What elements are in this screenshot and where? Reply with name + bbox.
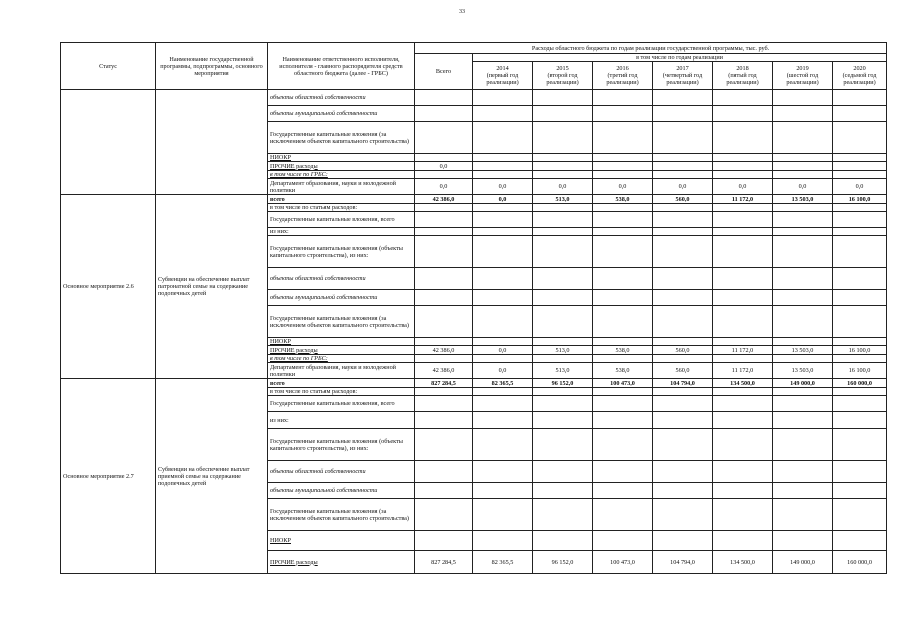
header-year: 2016 (третий год реализации) [593,62,653,90]
header-executor: Наименование ответственного исполнителя, исполнителя - главного распорядителя средств областного бюджета (далее - ГРБС) [268,43,415,90]
value-cell: 134 500,0 [713,551,773,574]
value-cell [833,122,887,154]
value-cell: 0,0 [473,363,533,379]
value-cell [593,268,653,290]
value-cell [833,268,887,290]
value-cell [653,268,713,290]
value-cell [473,429,533,461]
value-cell [593,236,653,268]
row-label: в том числе по ГРБС: [268,355,415,363]
value-cell [473,162,533,171]
value-cell [653,290,713,306]
budget-table [60,42,887,574]
row-label: объекты областной собственности [268,461,415,483]
value-cell [773,90,833,106]
value-cell [533,162,593,171]
value-cell [473,204,533,212]
header-year: 2014 (первый год реализации) [473,62,533,90]
row-label: объекты муниципальной собственности [268,483,415,499]
value-cell [773,204,833,212]
row-label: НИОКР [268,154,415,162]
header-status: Статус [61,43,156,90]
value-cell [593,429,653,461]
value-cell: 82 365,5 [473,551,533,574]
value-cell: 560,0 [653,346,713,355]
value-cell [533,236,593,268]
value-cell: 513,0 [533,195,593,204]
value-cell: 0,0 [593,179,653,195]
row-label: в том числе по статьям расходов: [268,204,415,212]
value-cell [415,154,473,162]
value-cell [473,531,533,551]
value-cell [773,290,833,306]
value-cell [593,162,653,171]
value-cell [713,290,773,306]
value-cell [533,171,593,179]
row-label: в том числе по ГРБС: [268,171,415,179]
value-cell [833,396,887,412]
value-cell [833,106,887,122]
value-cell [593,531,653,551]
value-cell [415,499,473,531]
header-year: 2019 (шестой год реализации) [773,62,833,90]
header-year: 2018 (пятый год реализации) [713,62,773,90]
value-cell [653,429,713,461]
value-cell [653,531,713,551]
value-cell [473,412,533,429]
row-label: всего [268,195,415,204]
value-cell [773,268,833,290]
measure-name [156,90,268,195]
value-cell: 13 503,0 [773,363,833,379]
value-cell [593,338,653,346]
value-cell [533,355,593,363]
value-cell [713,162,773,171]
value-cell [415,338,473,346]
row-label: Государственные капитальные вложения (объекты капитального строительства), из них: [268,236,415,268]
value-cell [533,429,593,461]
value-cell [533,268,593,290]
value-cell [773,212,833,228]
row-label: всего [268,379,415,388]
value-cell: 96 152,0 [533,551,593,574]
value-cell [415,396,473,412]
measure-status: Основное мероприятие 2.6 [61,195,156,379]
value-cell [713,154,773,162]
value-cell: 0,0 [533,179,593,195]
value-cell [473,290,533,306]
value-cell [713,236,773,268]
header-year: 2017 (четвертый год реализации) [653,62,713,90]
value-cell [833,355,887,363]
value-cell: 149 000,0 [773,551,833,574]
value-cell [473,355,533,363]
value-cell: 100 473,0 [593,551,653,574]
value-cell [533,388,593,396]
value-cell [713,171,773,179]
value-cell [713,355,773,363]
value-cell [593,412,653,429]
value-cell [713,531,773,551]
value-cell [653,204,713,212]
value-cell [533,306,593,338]
value-cell [653,338,713,346]
value-cell: 82 365,5 [473,379,533,388]
value-cell [833,204,887,212]
value-cell: 16 100,0 [833,363,887,379]
value-cell [533,499,593,531]
row-label: объекты муниципальной собственности [268,290,415,306]
value-cell [713,228,773,236]
value-cell [593,396,653,412]
value-cell [713,461,773,483]
value-cell: 0,0 [653,179,713,195]
value-cell [593,306,653,338]
value-cell [773,461,833,483]
row-label: в том числе по статьям расходов: [268,388,415,396]
value-cell [653,228,713,236]
value-cell [415,171,473,179]
value-cell [593,499,653,531]
value-cell [713,483,773,499]
value-cell [833,531,887,551]
value-cell [713,499,773,531]
value-cell [773,228,833,236]
value-cell [473,338,533,346]
value-cell [593,90,653,106]
value-cell [593,122,653,154]
value-cell [415,204,473,212]
value-cell: 0,0 [415,162,473,171]
row-label: Государственные капитальные вложения (объекты капитального строительства), из них: [268,429,415,461]
value-cell [713,122,773,154]
row-label: ПРОЧИЕ расходы [268,346,415,355]
value-cell [833,429,887,461]
row-label: ПРОЧИЕ расходы [268,162,415,171]
value-cell [473,106,533,122]
value-cell [533,461,593,483]
value-cell [533,204,593,212]
value-cell [773,171,833,179]
value-cell [833,412,887,429]
value-cell: 16 100,0 [833,346,887,355]
value-cell [533,90,593,106]
value-cell [773,531,833,551]
value-cell [473,236,533,268]
value-cell [533,531,593,551]
value-cell [415,290,473,306]
value-cell [833,162,887,171]
value-cell [833,154,887,162]
value-cell [653,122,713,154]
table-body [61,43,887,574]
value-cell [653,154,713,162]
value-cell [593,204,653,212]
value-cell [773,483,833,499]
row-label: Государственные капитальные вложения, всего [268,396,415,412]
value-cell [415,90,473,106]
value-cell [833,388,887,396]
measure-name: Субвенции на обеспечение выплат приемной семье на содержание подопечных детей [156,379,268,574]
value-cell [713,212,773,228]
row-label: ПРОЧИЕ расходы [268,551,415,574]
value-cell [473,461,533,483]
table-row [61,90,887,106]
value-cell: 42 386,0 [415,363,473,379]
value-cell [833,483,887,499]
value-cell [593,171,653,179]
value-cell [533,290,593,306]
table-row [61,379,887,388]
value-cell [593,483,653,499]
value-cell [473,122,533,154]
value-cell [415,306,473,338]
value-cell [593,106,653,122]
value-cell [533,412,593,429]
value-cell [653,499,713,531]
value-cell [533,228,593,236]
value-cell [653,388,713,396]
value-cell [833,306,887,338]
value-cell [833,171,887,179]
value-cell: 827 284,5 [415,379,473,388]
value-cell: 513,0 [533,346,593,355]
value-cell [473,268,533,290]
value-cell [653,90,713,106]
value-cell [653,106,713,122]
value-cell: 13 503,0 [773,195,833,204]
page-number: 33 [459,9,465,15]
value-cell [653,236,713,268]
value-cell [415,106,473,122]
header-year: 2015 (второй год реализации) [533,62,593,90]
value-cell [773,429,833,461]
value-cell: 11 172,0 [713,195,773,204]
value-cell: 0,0 [713,179,773,195]
value-cell [473,90,533,106]
value-cell [653,306,713,338]
value-cell [773,499,833,531]
value-cell [773,388,833,396]
value-cell [653,355,713,363]
value-cell [713,429,773,461]
value-cell [415,212,473,228]
value-cell [653,461,713,483]
measure-name: Субвенции на обеспечение выплат патронатной семье на содержание подопечных детей [156,195,268,379]
row-label: НИОКР [268,338,415,346]
value-cell: 560,0 [653,195,713,204]
value-cell [415,355,473,363]
table-row [61,195,887,204]
header-year: 2020 (седьмой год реализации) [833,62,887,90]
value-cell [533,483,593,499]
value-cell [473,212,533,228]
value-cell [713,268,773,290]
value-cell: 538,0 [593,346,653,355]
value-cell: 0,0 [473,195,533,204]
value-cell [533,396,593,412]
value-cell: 0,0 [473,346,533,355]
value-cell [773,338,833,346]
value-cell [833,499,887,531]
value-cell [833,212,887,228]
value-cell: 560,0 [653,363,713,379]
row-label: Государственные капитальные вложения (за исключением объектов капитального строительства) [268,306,415,338]
value-cell [833,228,887,236]
value-cell: 96 152,0 [533,379,593,388]
header-by-years: в том числе по годам реализации [473,54,887,62]
value-cell [533,122,593,154]
value-cell: 513,0 [533,363,593,379]
value-cell [473,171,533,179]
value-cell [773,154,833,162]
value-cell [415,236,473,268]
value-cell: 827 284,5 [415,551,473,574]
value-cell [773,412,833,429]
value-cell: 104 794,0 [653,551,713,574]
row-label: НИОКР [268,531,415,551]
value-cell [833,338,887,346]
value-cell [473,396,533,412]
value-cell: 0,0 [773,179,833,195]
value-cell [713,412,773,429]
value-cell: 104 794,0 [653,379,713,388]
value-cell [593,228,653,236]
value-cell: 538,0 [593,195,653,204]
row-label: Государственные капитальные вложения (за исключением объектов капитального строительства) [268,122,415,154]
value-cell: 149 000,0 [773,379,833,388]
measure-status [61,90,156,195]
value-cell [773,106,833,122]
value-cell: 0,0 [833,179,887,195]
value-cell: 13 503,0 [773,346,833,355]
measure-status: Основное мероприятие 2.7 [61,379,156,574]
value-cell [653,483,713,499]
value-cell [593,461,653,483]
value-cell: 42 386,0 [415,346,473,355]
value-cell [415,483,473,499]
row-label: из них: [268,228,415,236]
value-cell [415,531,473,551]
value-cell [833,290,887,306]
value-cell: 11 172,0 [713,363,773,379]
value-cell: 100 473,0 [593,379,653,388]
value-cell: 160 000,0 [833,379,887,388]
value-cell [833,90,887,106]
value-cell [713,90,773,106]
value-cell [713,388,773,396]
value-cell [713,106,773,122]
value-cell: 0,0 [473,179,533,195]
value-cell [713,338,773,346]
value-cell [773,355,833,363]
header-expenses-title: Расходы областного бюджета по годам реализации государственной программы, тыс. руб. [415,43,887,54]
value-cell [593,355,653,363]
row-label: объекты областной собственности [268,90,415,106]
value-cell [653,162,713,171]
row-label: Департамент образования, науки и молодежной политики [268,179,415,195]
value-cell: 134 500,0 [713,379,773,388]
value-cell [773,236,833,268]
value-cell: 42 386,0 [415,195,473,204]
value-cell [473,388,533,396]
value-cell [653,396,713,412]
header-program-name: Наименование государственной программы, подпрограммы, основного мероприятия [156,43,268,90]
value-cell [653,212,713,228]
value-cell: 16 100,0 [833,195,887,204]
value-cell [653,171,713,179]
value-cell [473,228,533,236]
value-cell [415,268,473,290]
value-cell [653,412,713,429]
value-cell [833,236,887,268]
value-cell [415,412,473,429]
value-cell: 11 172,0 [713,346,773,355]
value-cell [773,162,833,171]
value-cell [533,154,593,162]
header-total: Всего [415,54,473,90]
value-cell [415,461,473,483]
value-cell [773,122,833,154]
row-label: Государственные капитальные вложения (за исключением объектов капитального строительства) [268,499,415,531]
value-cell [415,228,473,236]
value-cell [713,396,773,412]
row-label: объекты областной собственности [268,268,415,290]
value-cell [473,499,533,531]
value-cell [593,154,653,162]
value-cell [415,429,473,461]
value-cell [713,204,773,212]
value-cell [473,306,533,338]
value-cell [533,106,593,122]
value-cell: 0,0 [415,179,473,195]
value-cell [833,461,887,483]
row-label: из них: [268,412,415,429]
value-cell [533,338,593,346]
value-cell [593,212,653,228]
value-cell: 160 000,0 [833,551,887,574]
value-cell [593,388,653,396]
value-cell [713,306,773,338]
value-cell [473,154,533,162]
value-cell [415,122,473,154]
row-label: объекты муниципальной собственности [268,106,415,122]
row-label: Государственные капитальные вложения, всего [268,212,415,228]
value-cell [773,396,833,412]
value-cell: 538,0 [593,363,653,379]
value-cell [533,212,593,228]
value-cell [415,388,473,396]
value-cell [773,306,833,338]
value-cell [473,483,533,499]
value-cell [593,290,653,306]
row-label: Департамент образования, науки и молодежной политики [268,363,415,379]
